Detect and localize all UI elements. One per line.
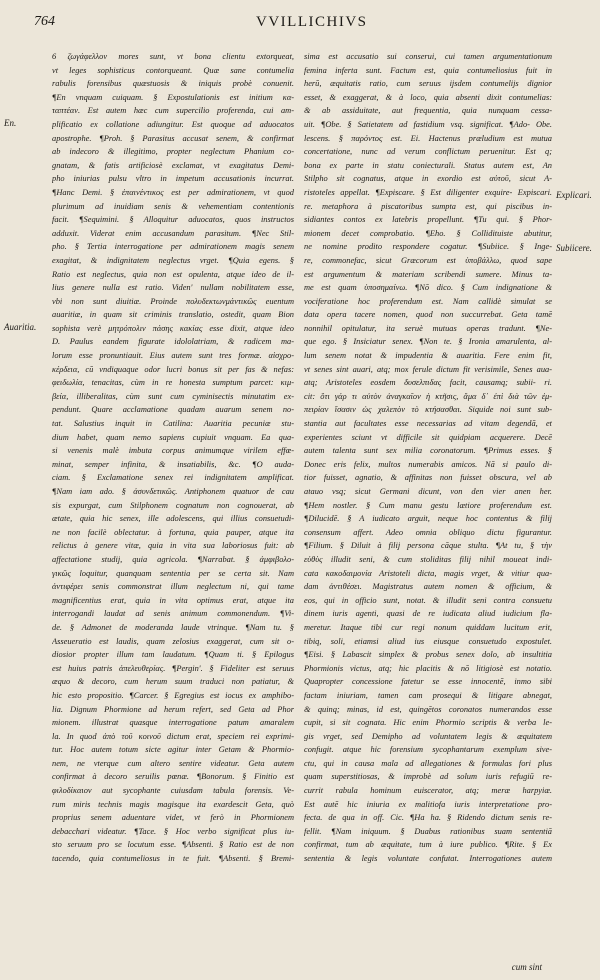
text-line: si venenis malè imbuta corpus animumque virilem effœ- [52,446,294,456]
text-line: εὐθὺς illudit seni, & cum stoliditas filij nihil moueat indi- [304,554,552,564]
right-text-column [304,50,552,866]
text-line: cata κακοδαιμονία Aristoteli dicta, magis vrget, & vitiur qua- [304,568,552,578]
text-line: relictus à genere vitæ, quia in vita sua laboriosus fuit: ab [52,541,294,551]
text-line: diosior propter illum tam laudatum. ¶Quam ti. § Epilogus [52,650,294,660]
text-line: plurimum ad inuidiam senis & vehementiam contentionis [52,201,294,211]
text-line: fecta. de qua in off. Cic. ¶Ha ha. § Ridendo dictum senis re- [304,813,552,823]
text-line: adduxit. Viderat enim accusandum parasitum. ¶Nec Stil- [52,228,294,238]
text-line: πειρίαν ἴσασιν ὡς χαλεπὸν τὸ κτήσασθαι. Siquide noi sunt sub- [304,405,552,415]
text-line: sophista verè μητρόπολιν πάσης κακίας esse dixit, atque ideo [52,323,294,333]
text-line: D. Paulus eandem figurate idololatriam, & radicem ma- [52,337,294,347]
text-line: ristoteles appellat. ¶Expiscare. § Est diligenter exquire- Expiscari. [304,187,552,197]
catchword: cum sint [511,962,542,972]
text-line: ciam. § Exclamatione senex rei indignitatem amplificat. [52,473,294,483]
text-line: lescens. § παρόντος est. Ei. Hactenus præludium est mutua [304,133,552,143]
text-line: nem, ne vterque cum altero sentire videatur. Geta autem [52,758,294,768]
text-line: exagitat, & indignitatem neglectus vrget. ¶Quia egens. § [52,255,294,265]
text-line: me est quam ὑποσημαίνω. ¶Nō dico. § Cum indignatione & [304,283,552,293]
text-line: Quapropter concessione fatetur se esse innocentē, inmo sibi [304,677,552,687]
page-number: 764 [34,14,55,29]
text-line: 6 ζωγάφελλον mores sunt, vt bona clientu extorqueat, [52,52,294,61]
left-text-column [52,50,294,866]
text-line: plificatio ex collatione adiungitur. Est quoque ad aduocatos [52,119,294,129]
text-line: vt leges sophisticus contorqueant. Quæ sane contumelia [52,65,294,75]
text-line: lorum esse pronuntiauit. Eius autem sunt tres formæ. αἰσχρο- [52,351,294,361]
text-line: Est autē hic iniuria ex malitiofa iuris interpretatione pro- [304,799,552,809]
text-line: interrogandi laudat ad senis animum commonendum. ¶Vi- [52,609,294,619]
text-line: tibiq, soli, etiamsi aliud ius eiusque consuetudo expostulet. [304,636,552,646]
text-line: Ratio est neglectus, quia non est opulenta, atque ideo de il- [52,269,294,279]
text-line: ctu, qui in causa mala ad allegationes & formulas fori plus [304,758,552,768]
text-line: data opera tacere nomen, quod non succurrebat. Geta tamē [304,310,552,320]
text-line: fellit. ¶Nam iniquum. § Duabus rationibus suam sententiā [304,826,552,836]
margin-note-en: En. [4,118,17,128]
text-line: confirmat, tum ab æquitate, tum à iure publico. ¶Rite. § Ex [304,840,552,850]
text-line: de. § Admonet de moderanda laude vtrinque. ¶Nam tu. § [52,622,294,632]
text-line: sidiantes contos ex latebris propellunt. ¶Tu qui. § Phor- [304,215,552,225]
text-line: gnatam, & fatis artificiosè exclamat, vt exagitatus Demi- [52,160,294,170]
text-line: vt senes sint auari, atq; mox ferule dictum fit verisimile, Senes aua- [304,364,552,374]
text-line: atq; Aristoteles eosdem δυσελπιδας facit, causamq; subii- ri. [304,378,552,388]
text-line: ætate, quia hic senex, ille adolescens, qui illius consuetudi- [52,514,294,524]
margin-note-auaritia: Auaritia. [4,322,37,332]
text-line: ¶En vnquam cuiquam. § Expostulationis est initium κα- [52,92,294,102]
text-line: re, commonefac, sicut Græcorum est ὑποβάλλω, quod sape [304,255,552,265]
text-line: γικῶς loquitur, quanquam sententia per se certa sit. Nam [52,568,294,578]
text-line: κέρδεια, cū vndiquaque odor lucri bonus sit per fas & nefas: [52,364,294,374]
text-line: confugit. atque hic forensium sycophantarum exemplum sive- [304,745,552,755]
text-line: ¶Hanc Demi. § ἐπαινέντικος est per admirationem, vt quod [52,187,294,197]
text-line: lius genere nulla est ratio. Viden' nullam nobilitatem esse, [52,283,294,293]
text-line: re. metaphora à piscatoribus sumpta est, qui piscibus in- [304,201,552,211]
text-line: lia. Dignum Phormione ad herum refert, sed Geta ad Phor [52,704,294,714]
text-line: φειδωλία, tenacitas, cùm in re honesta sumptum parcet: κιμ- [52,378,294,388]
text-line: pho. § Tertia interrogatione per admirationem magis senem [52,242,294,252]
text-line: & quinq; minas, id est, quingētos coronatos numerandos esse [304,704,552,714]
text-line: esset, & exaggerat, & à loco, quia absenti dixit contumelias: [304,92,552,102]
text-line: est argumentum & materiam scribendi sumere. Minus ta- [304,269,552,279]
text-line: tur. Hoc autem totum sicte agitur inter Getam & Phormio- [52,745,294,755]
text-line: φιλοδίκαιον aut sycophante cuiusdam tabula forensis. Ve- [52,786,294,796]
text-line: Phormionis victus, atq; hic placitis & nō litigiosè est notatio. [304,663,552,673]
text-line: currit rabula hominum euiscerator, atq; meræ harpyiæ. [304,786,552,796]
text-line: cupit, si sit cognata. Hic enim Phormio scriptis & verba le- [304,718,552,728]
text-line: dium habet, quam nemo sapiens cupiuit vnquam. Ea qua- [52,432,294,442]
text-line: rabulis forensibus quæstuosis & iniquis probè conuenit. [52,79,294,89]
text-line: est huius patris ἀπελευθερίας. ¶Pergin'. § Fideliter est seruus [52,663,294,673]
text-line: quam superstitiosas, & improbè ad solum iuris refugiū re- [304,772,552,782]
text-line: bona ex parte in statu coniecturali. Status autem est, An [304,160,552,170]
text-line: pendunt. Quare acclamatione quadam auarum senem no- [52,405,294,415]
text-line: minat, semper infinita, & insatiabilis, &c. ¶O auda- [52,459,294,469]
margin-note-explicari: Explicari. [556,190,592,200]
text-line: mionem. illustrat quasque interrogatione patum amaralem [52,718,294,728]
text-line: nonnihil opitulatur, ita seruè mutuas operas tradunt. ¶Ne- [304,323,552,333]
text-line: tacendo, quia contumeliosus in te fuit. ¶Absenti. § Bremi- [52,854,294,864]
text-line: factam iniuriam, tamen cam prosequi & litigare abnegat, [304,690,552,700]
text-line: concertatione, nunc ad verum conflictum peruenitur. Est q; [304,147,552,157]
text-line: Stilpho sit cognatus, atque in exordio est αὐτοῦ, sicut A- [304,174,552,184]
text-line: ἀντιφέρει senis commonstrat illum neglectum ni, qui tame [52,582,294,592]
text-line: atauo vsq; sicut Germani dicunt, von den vier anen her. [304,487,552,496]
text-line: debacchari videatur. ¶Tace. § Hoc verbo significat plus iu- [52,826,294,836]
running-head: VVILLICHIVS [256,14,368,30]
text-line: uit. ¶Obe. § Satietatem ad fastidium vsq. significat. ¶Ado- Obe. [304,119,552,129]
text-line: ταπτέαν. Est autem hæc cum supercilio proferenda, cui am- [52,106,294,116]
text-line: gis vrget, sed Demipho ad voluntatem legis & æquitatem [304,731,552,741]
page-header [0,14,600,44]
text-line: Donec eris felix, multos numerabis amicos. Nā si paulo di- [304,459,552,469]
text-line: mionem decet comprobatio. ¶Eho. § Collidituiste abutitur, [304,228,552,238]
text-line: herū, æquitatis ratio, cum seruus ijsdem contumelijs dignior [304,79,552,89]
text-line: auaritiæ, in quam sit criminis translatio, ostedit, quam Bion [52,310,294,320]
text-line: apostrophe. ¶Proh. § Parasitus accusat senem, & confirmat [52,133,294,143]
text-line: consensum affert. Adeo omnia obliquo dictu figurantur. [304,527,552,537]
text-line: vociferatione hoc proferendum est. Nam callidè simulat se [304,296,552,306]
text-line: affectatione studij, quia agricola. ¶Narrabat. § ἀμφιβολο- [52,554,294,564]
text-line: tat. Salustius inquit in Catilina: Auaritia pecuniæ stu- [52,419,294,429]
text-line: hic esto propositio. ¶Carcer. § Egregius est iocus ex amphibo- [52,690,294,700]
margin-note-subiicere: Subiicere. [556,243,592,253]
text-line: æquo & decoro, cum herum suum traduci non patiatur, & [52,677,294,687]
text-line: autem talenta sunt sex milia coronatorum. ¶Primus esses. § [304,446,552,456]
text-line: rum miris technis magis magisque ita exardescit Geta, quò [52,799,294,809]
text-line: vbi non sunt diuitiæ. Proinde πολυδεκτωνμάντικῶς euentum [52,296,294,306]
text-line: tior fuisset, agnatio, & affinitas non fuisset obscura, vel ab [304,473,552,483]
text-line: facit. ¶Sequimini. § Alloquitur aduocatos, quos instructos [52,215,294,225]
text-line: experientes sciunt vt difficile sit quidpiam acquerere. Decē [304,432,552,442]
text-line: la. In quod ἀπὸ τοῦ κοινοῦ dictum erat, speciem rei exprimi- [52,731,294,741]
text-line: eos, qui in officio sunt, notat. & illudit seni contra consuetu [304,595,552,605]
text-line: & ab assiduitate, aut frequentia, quia nunquam cessa- [304,106,552,116]
text-line: cit: ὅτι γάρ τι αὐτὸν ἀναγκαῖον ἡ κτῆσις, ἅμα δ᾽ ἐπὶ διὰ τῶν ἐμ- [304,391,552,401]
text-line: ne nomine prodito respondere cogatur. ¶Subiice. § Inge- [304,242,552,252]
text-line: stantia aut facultates esse necessarias ad vitam degendā, et [304,419,552,429]
text-line: ne non facilè oblectatur. à fortuna, quia pauper, atque ita [52,527,294,537]
text-line: lum senem notat & impudentia & auaritia. Fere enim fit, [304,351,552,361]
text-line: ¶Dilucidē. § A iudicato arguit, neque hoc contentus & filij [304,514,552,524]
text-line: sima est accusatio sui conserui, cui tamen argumentationum [304,52,552,61]
text-line: dam ἀντιθέσει. Magistratus autem nomen & officium, & [304,582,552,592]
text-line: βεία, illiberalitas, cùm sunt cum cyminisectis minutatim ex- [52,391,294,401]
text-line: pho iniurias pulsu vltro in impetum accusationis incurrat. [52,174,294,184]
text-line: ¶Hem nostler. § Cum manu gestu lætiore proferendum est. [304,500,552,510]
text-line: proprius senem aduentare videt, vt ferò in Phormionem [52,813,294,823]
text-line: meretur. Itaque tibi cur regi nonum quiddam lucitum erit, [304,622,552,632]
text-line: ¶Eisi. § Labascit simplex & probus senex dolo, ab insultitia [304,650,552,660]
text-line: femina inferta sunt. Factum est, quia contumeliosius fuit in [304,65,552,75]
text-line: ¶Filium. § Diluit à filij persona cāque stulta. ¶At tu, § τὴν [304,541,552,551]
text-line: ¶Nam iam ado. § ἀσυνδετικῶς. Antiphonem quatuor de cau [52,487,294,496]
text-line: confirmat à decoro seruilis pœnæ. ¶Bonorum. § Finitio est [52,772,294,782]
text-line: sto seruum pro se locutum esse. ¶Absenti. § Ratio est de non [52,840,294,850]
text-line: sis expurgat, cum Stilphonem cognatum non cognouerat, ab [52,500,294,510]
text-line: Asseueratio est laudis, quam zelosius exaggerat, cum sit o- [52,636,294,646]
text-line: sententia & legis voluntate confutat. Interrogationes autem [304,854,552,864]
text-line: que ego. § Insiciatur senex. ¶Non te. § Ironia amarulenta, al- [304,337,552,347]
text-line: dinem iuris agenti, quasi de re iudicata aliud iudicium fla- [304,609,552,619]
text-line: ab indecoro & illegitimo, propter neglectum Phanium co- [52,147,294,157]
text-line: magnificentius erat, quia in vita optimus erat, atque ita [52,595,294,605]
